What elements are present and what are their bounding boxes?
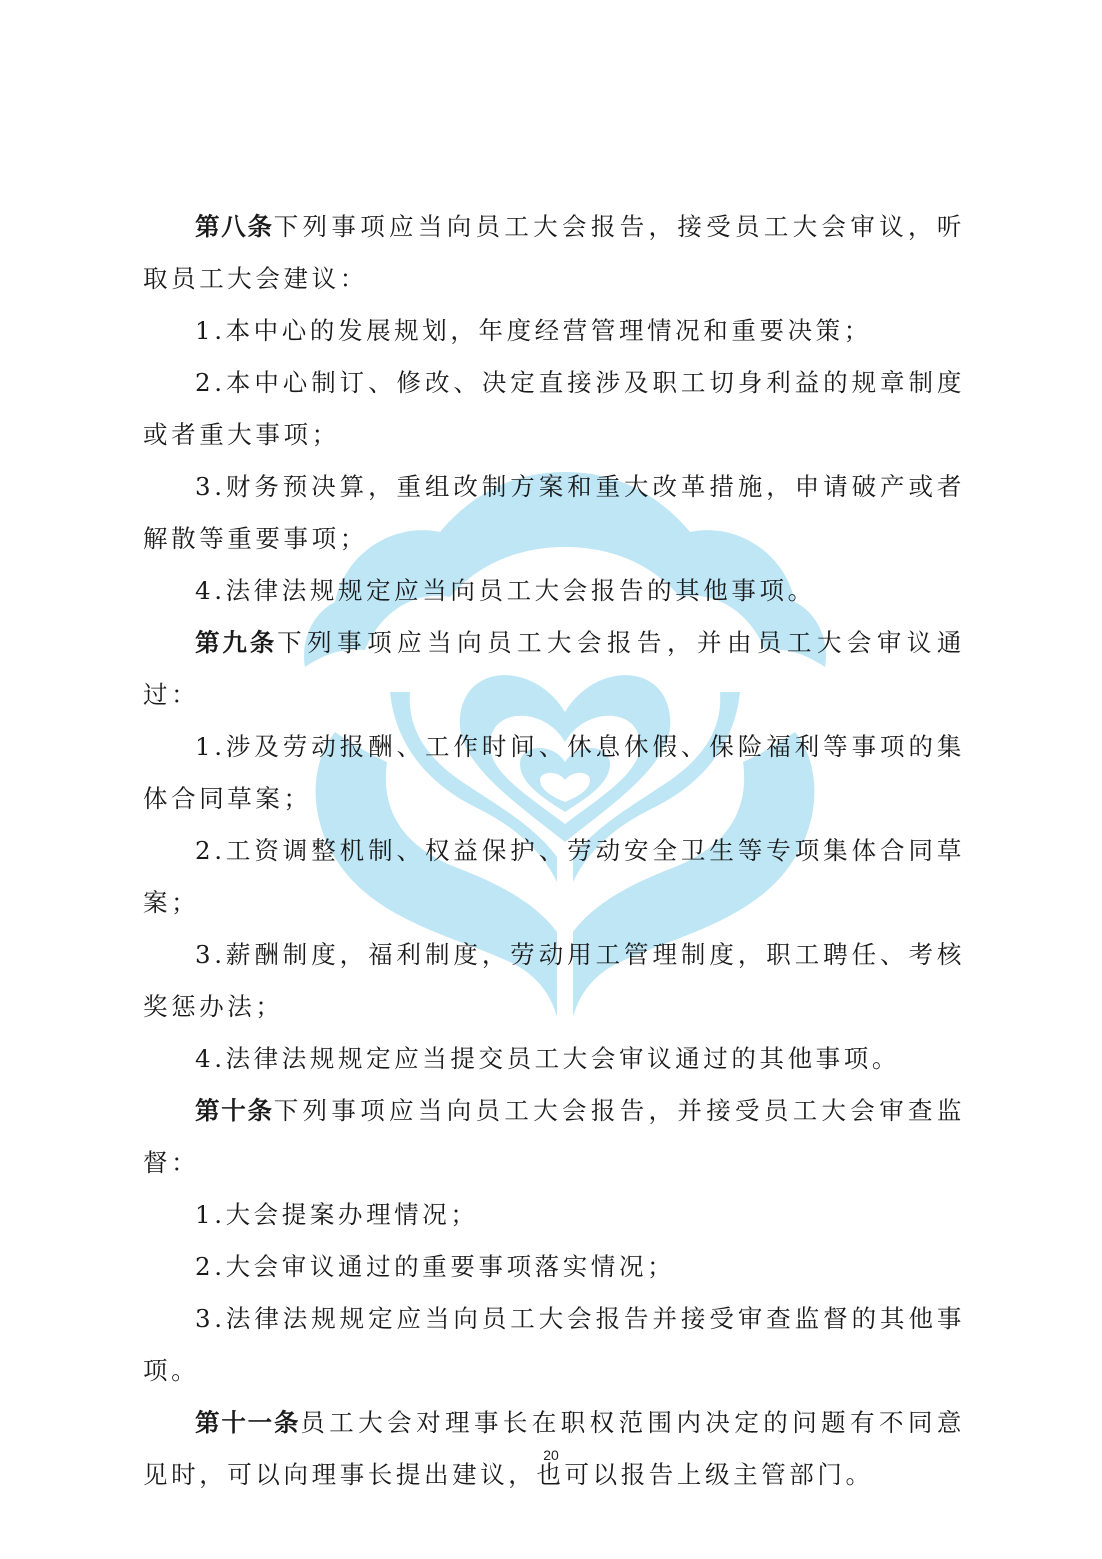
paragraph-text: 2.工资调整机制、权益保护、劳动安全卫生等专项集体合同草案； bbox=[143, 836, 965, 917]
article-paragraph bbox=[143, 1397, 965, 1501]
list-item-paragraph bbox=[143, 1189, 965, 1241]
paragraph-text: 1.大会提案办理情况； bbox=[195, 1200, 479, 1229]
paragraph-text: 3.薪酬制度，福利制度，劳动用工管理制度，职工聘任、考核奖惩办法； bbox=[143, 940, 965, 1021]
list-item-paragraph bbox=[143, 721, 965, 825]
paragraph-text: 3.法律法规规定应当向员工大会报告并接受审查监督的其他事项。 bbox=[143, 1304, 965, 1385]
document-body bbox=[143, 201, 965, 1501]
paragraph-text: 员工大会对理事长在职权范围内决定的问题有不同意见时，可以向理事长提出建议，也可以报告上级主管部门。 bbox=[143, 1408, 965, 1489]
paragraph-text: 1.本中心的发展规划，年度经营管理情况和重要决策； bbox=[195, 316, 872, 345]
article-label: 第十一条 bbox=[195, 1408, 301, 1437]
list-item-paragraph bbox=[143, 357, 965, 461]
paragraph-text: 4.法律法规规定应当向员工大会报告的其他事项。 bbox=[195, 576, 816, 605]
article-label: 第九条 bbox=[195, 628, 278, 657]
list-item-paragraph bbox=[143, 565, 965, 617]
article-label: 第八条 bbox=[195, 212, 274, 241]
article-paragraph bbox=[143, 201, 965, 305]
paragraph-text: 2.大会审议通过的重要事项落实情况； bbox=[195, 1252, 676, 1281]
paragraph-text: 4.法律法规规定应当提交员工大会审议通过的其他事项。 bbox=[195, 1044, 900, 1073]
list-item-paragraph bbox=[143, 461, 965, 565]
article-paragraph bbox=[143, 1085, 965, 1189]
paragraph-text: 1.涉及劳动报酬、工作时间、休息休假、保险福利等事项的集体合同草案； bbox=[143, 732, 965, 813]
paragraph-text: 3.财务预决算，重组改制方案和重大改革措施，申请破产或者解散等重要事项； bbox=[143, 472, 965, 553]
list-item-paragraph bbox=[143, 305, 965, 357]
list-item-paragraph bbox=[143, 1241, 965, 1293]
paragraph-text: 下列事项应当向员工大会报告，并接受员工大会审查监督： bbox=[143, 1096, 965, 1177]
paragraph-text: 下列事项应当向员工大会报告，并由员工大会审议通过： bbox=[143, 628, 965, 709]
paragraph-text: 下列事项应当向员工大会报告，接受员工大会审议，听取员工大会建议： bbox=[143, 212, 965, 293]
article-paragraph bbox=[143, 617, 965, 721]
list-item-paragraph bbox=[143, 1293, 965, 1397]
paragraph-text: 2.本中心制订、修改、决定直接涉及职工切身利益的规章制度或者重大事项； bbox=[143, 368, 965, 449]
list-item-paragraph bbox=[143, 825, 965, 929]
page-number: 20 bbox=[543, 1447, 559, 1463]
list-item-paragraph bbox=[143, 929, 965, 1033]
article-label: 第十条 bbox=[195, 1096, 274, 1125]
list-item-paragraph bbox=[143, 1033, 965, 1085]
